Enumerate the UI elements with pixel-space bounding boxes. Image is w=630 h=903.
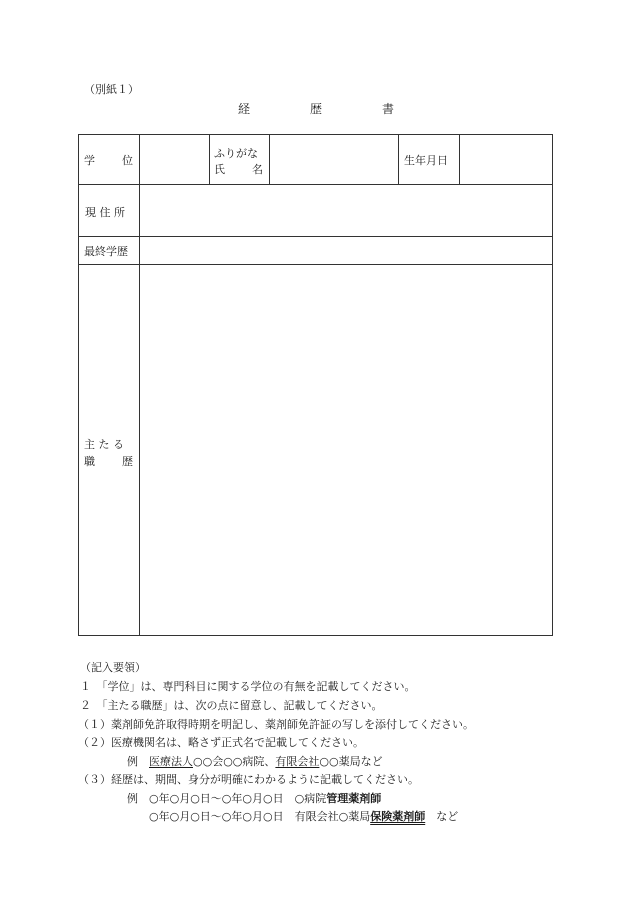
- degree-label-char-2: 位: [122, 154, 133, 167]
- career-label-line1: 主 た る: [84, 438, 124, 451]
- furigana-label: ふりがな: [214, 147, 258, 160]
- example-1-company-type: 有限会社: [275, 755, 320, 768]
- note-sub-1: （１）薬剤師免許取得時期を明記し、薬剤師免許証の写しを添付してください。: [78, 718, 474, 731]
- birthdate-label: 生年月日: [404, 154, 448, 167]
- col-divider-birth-label: [398, 134, 399, 184]
- example-2-period-1: ○年○月○日～○年○月○日: [149, 792, 284, 805]
- education-field[interactable]: [141, 238, 551, 262]
- example-1-pharmacy: ○○薬局など: [319, 755, 383, 768]
- example-2-prefix: 例: [127, 792, 149, 805]
- note-sub-3: （３）経歴は、期間、身分が明確にわかるように記載してください。: [78, 773, 419, 786]
- name-field[interactable]: [271, 136, 396, 182]
- degree-field[interactable]: [141, 136, 207, 182]
- career-label-line2: [84, 453, 133, 469]
- col-divider-name-label: [209, 134, 210, 184]
- notes-heading: （記入要領）: [80, 661, 146, 674]
- degree-label: [84, 152, 133, 168]
- row-divider-2: [78, 236, 553, 237]
- example-1: [127, 753, 383, 769]
- example-1-corp-type: 医療法人: [149, 755, 193, 768]
- row-divider-3: [78, 264, 553, 265]
- example-1-hospital: ○○会○○病院、: [193, 755, 276, 768]
- title-char-1: 経: [238, 102, 251, 116]
- col-divider-name-value: [269, 134, 270, 184]
- title-char-2: 歴: [310, 102, 323, 116]
- label-column-divider: [139, 134, 140, 636]
- example-2-place-1: ○病院: [294, 792, 327, 805]
- example-1-prefix: 例: [127, 755, 149, 768]
- career-label-char-2: 歴: [122, 455, 133, 468]
- address-field[interactable]: [141, 186, 551, 234]
- example-2-place-2: 有限会社○薬局: [294, 810, 371, 823]
- education-label: 最終学歴: [84, 245, 128, 258]
- name-label-char-1: 氏: [214, 163, 225, 176]
- name-label-char-2: 名: [252, 163, 263, 176]
- example-2-role-1: 管理薬剤師: [326, 792, 382, 805]
- example-2-suffix: など: [425, 810, 459, 823]
- note-item-1: １ 「学位」は、専門科目に関する学位の有無を記載してください。: [80, 680, 416, 693]
- degree-label-char-1: 学: [84, 154, 95, 167]
- note-sub-2: （２）医療機関名は、略さず正式名で記載してください。: [78, 736, 364, 749]
- name-label: [214, 161, 263, 177]
- title-char-3: 書: [382, 102, 395, 116]
- address-label: 現 住 所: [85, 206, 125, 219]
- career-field[interactable]: [141, 266, 551, 634]
- example-2-line1: [127, 790, 381, 806]
- career-label-char-1: 職: [84, 455, 95, 468]
- attachment-label: （別紙１）: [84, 83, 139, 96]
- example-2-period-2: ○年○月○日～○年○月○日: [149, 810, 284, 823]
- row-divider-1: [78, 184, 553, 185]
- birthdate-field[interactable]: [461, 136, 551, 182]
- example-2-role-2: 保険薬剤師: [370, 810, 426, 823]
- col-divider-birth-value: [459, 134, 460, 184]
- note-item-2: ２ 「主たる職歴」は、次の点に留意し、記載してください。: [80, 699, 383, 712]
- example-2-line2: [149, 808, 458, 824]
